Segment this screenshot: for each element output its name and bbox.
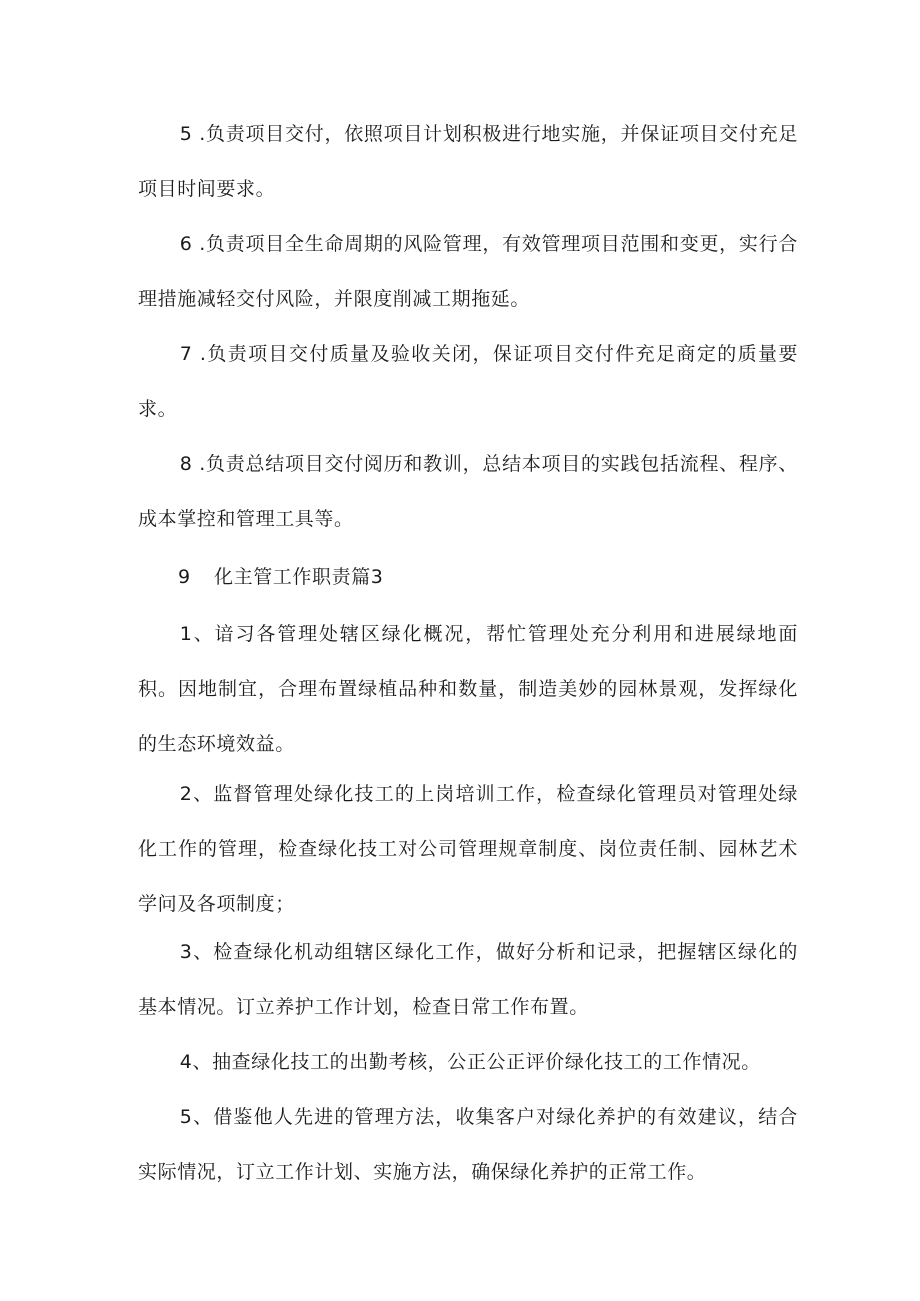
paragraph-item-8: 8 .负责总结项目交付阅历和教训，总结本项目的实践包括流程、程序、成本掌控和管理工具等。 — [138, 453, 798, 530]
section-number: 9 — [178, 566, 191, 588]
paragraph-item-5: 5 .负责项目交付，依照项目计划积极进行地实施，并保证项目交付充足项目时间要求。 — [138, 123, 798, 200]
paragraph-item-7: 7 .负责项目交付质量及验收关闭，保证项目交付件充足商定的质量要求。 — [138, 343, 798, 420]
duty-item-5: 5、借鉴他人先进的管理方法，收集客户对绿化养护的有效建议，结合实际情况，订立工作计划、实施方法，确保绿化养护的正常工作。 — [138, 1106, 798, 1183]
duty-item-3: 3、检查绿化机动组辖区绿化工作，做好分析和记录，把握辖区绿化的基本情况。订立养护工作计划，检查日常工作布置。 — [138, 941, 798, 1018]
duty-item-4: 4、抽查绿化技工的出勤考核，公正公正评价绿化技工的工作情况。 — [179, 1051, 761, 1073]
paragraph-item-6: 6 .负责项目全生命周期的风险管理，有效管理项目范围和变更，实行合理措施减轻交付风险，并限度削减工期拖延。 — [138, 233, 798, 310]
section-heading — [178, 562, 384, 592]
section-title: 化主管工作职责篇3 — [214, 566, 384, 588]
duty-item-2: 2、监督管理处绿化技工的上岗培训工作，检查绿化管理员对管理处绿化工作的管理，检查绿化技工对公司管理规章制度、岗位责任制、园林艺术学问及各项制度； — [138, 783, 798, 915]
duty-item-1: 1、谙习各管理处辖区绿化概况，帮忙管理处充分利用和进展绿地面积。因地制宜，合理布置绿植品种和数量，制造美妙的园林景观，发挥绿化的生态环境效益。 — [138, 623, 798, 755]
